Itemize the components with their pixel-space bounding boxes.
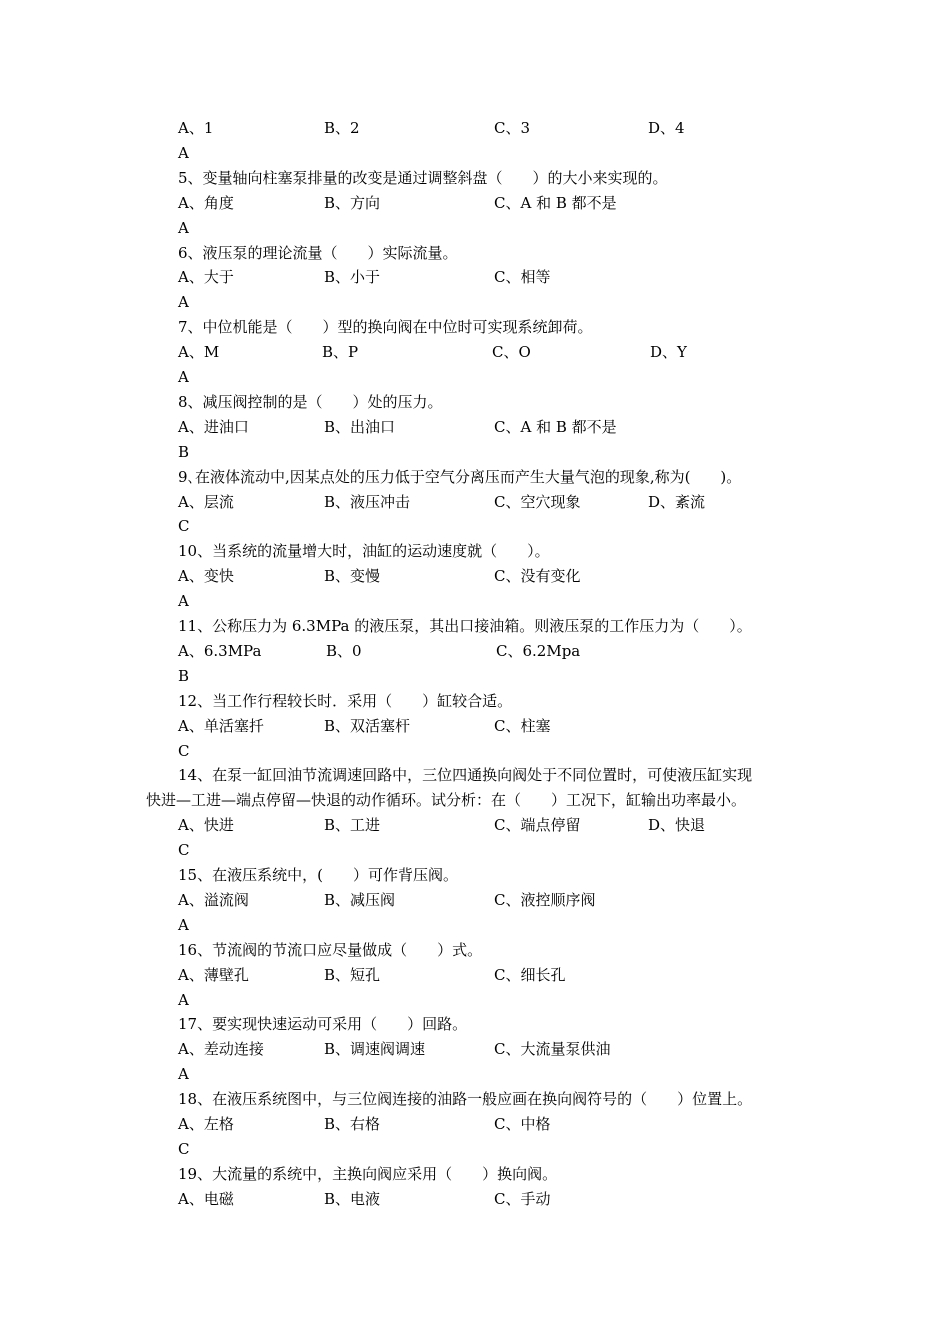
question-text: 6、液压泵的理论流量（ ）实际流量。 xyxy=(178,243,458,262)
options-line xyxy=(0,1037,950,1062)
question-line xyxy=(0,315,950,340)
question-text: 9､在液体流动中,因某点处的压力低于空气分离压而产生大量气泡的现象,称为( )。 xyxy=(178,467,742,486)
option-text: C、A 和 B 都不是 xyxy=(494,417,617,436)
question-continuation-text: 快进—工进—端点停留—快退的动作循环。试分析：在（ ）工况下，缸输出功率最小。 xyxy=(146,791,747,810)
answer-text: C xyxy=(178,741,190,760)
question-text: 17、要实现快速运动可采用（ ）回路。 xyxy=(178,1015,468,1034)
option-text: A、变快 xyxy=(178,567,234,586)
answer-text: A xyxy=(178,368,189,386)
question-text: 5、变量轴向柱塞泵排量的改变是通过调整斜盘（ ）的大小来实现的。 xyxy=(178,168,668,187)
option-text: B、调速阀调速 xyxy=(324,1040,426,1059)
answer-text: A xyxy=(178,1065,189,1084)
option-text: B、右格 xyxy=(324,1115,381,1133)
option-text: A、大于 xyxy=(178,268,234,287)
answer-text: A xyxy=(178,293,189,312)
option-text: A、电磁 xyxy=(178,1189,234,1208)
answer-text: A xyxy=(178,218,189,237)
option-text: B、短孔 xyxy=(324,965,381,984)
answer-line xyxy=(0,838,950,863)
option-text: A、进油口 xyxy=(178,417,249,436)
answer-line xyxy=(0,913,950,938)
answer-text: C xyxy=(178,1139,190,1158)
option-text: A、左格 xyxy=(178,1115,234,1133)
option-text: B、P xyxy=(322,343,359,362)
options-line xyxy=(0,116,950,141)
question-line xyxy=(0,465,950,490)
option-text: A、1 xyxy=(178,119,214,137)
question-line xyxy=(0,390,950,415)
question-text: 16、节流阀的节流口应尽量做成（ ）式。 xyxy=(178,940,483,959)
option-text: A、6.3MPa xyxy=(178,641,262,660)
answer-line xyxy=(0,739,950,764)
option-text: B、双活塞杆 xyxy=(324,716,411,735)
options-line xyxy=(0,191,950,216)
question-text: 8、减压阀控制的是（ ）处的压力。 xyxy=(178,392,443,411)
answer-text: B xyxy=(178,442,190,461)
option-text: B、小于 xyxy=(324,268,381,287)
question-line xyxy=(0,1087,950,1112)
question-text: 11、公称压力为 6.3MPa 的液压泵，其出口接油箱。则液压泵的工作压力为（ ）。 xyxy=(178,617,752,635)
option-text: C、6.2Mpa xyxy=(496,641,581,660)
answer-text: C xyxy=(178,841,190,860)
answer-line xyxy=(0,589,950,614)
question-line xyxy=(0,763,950,788)
options-line xyxy=(0,265,950,290)
answer-text: A xyxy=(178,143,189,162)
question-text: 19、大流量的系统中，主换向阀应采用（ ）换向阀。 xyxy=(178,1164,558,1183)
options-line xyxy=(0,415,950,440)
option-text: B、电液 xyxy=(324,1189,381,1208)
option-text: C、相等 xyxy=(494,268,551,287)
option-text: D、紊流 xyxy=(648,492,706,511)
question-line xyxy=(0,166,950,191)
option-text: D、快退 xyxy=(648,816,706,835)
answer-line xyxy=(0,1062,950,1087)
question-line xyxy=(0,689,950,714)
option-text: D、4 xyxy=(648,119,685,137)
options-line xyxy=(0,564,950,589)
question-line xyxy=(0,614,950,639)
option-text: A、M xyxy=(178,343,220,362)
options-line xyxy=(0,813,950,838)
option-text: A、溢流阀 xyxy=(178,890,249,909)
continuation-line xyxy=(0,788,950,813)
options-line xyxy=(0,888,950,913)
answer-line xyxy=(0,664,950,689)
answer-line xyxy=(0,365,950,390)
question-text: 10、当系统的流量增大时，油缸的运动速度就（ ）。 xyxy=(178,542,550,561)
question-text: 14、在泵一缸回油节流调速回路中，三位四通换向阀处于不同位置时，可使液压缸实现 xyxy=(178,766,753,785)
options-line xyxy=(0,340,950,365)
options-line xyxy=(0,490,950,515)
option-text: C、细长孔 xyxy=(494,965,566,984)
answer-line xyxy=(0,216,950,241)
option-text: C、没有变化 xyxy=(494,567,581,586)
option-text: A、单活塞扦 xyxy=(178,716,264,735)
option-text: B、出油口 xyxy=(324,417,396,436)
option-text: C、A 和 B 都不是 xyxy=(494,193,617,212)
question-line xyxy=(0,1162,950,1187)
question-text: 18、在液压系统图中，与三位阀连接的油路一般应画在换向阀符号的（ ）位置上。 xyxy=(178,1090,753,1109)
option-text: A、角度 xyxy=(178,193,234,212)
option-text: A、差动连接 xyxy=(178,1040,264,1059)
option-text: C、手动 xyxy=(494,1189,551,1208)
answer-text: A xyxy=(178,990,189,1009)
option-text: D、Y xyxy=(650,343,687,362)
answer-line xyxy=(0,514,950,539)
options-line xyxy=(0,963,950,988)
option-text: B、方向 xyxy=(324,193,381,212)
option-text: B、减压阀 xyxy=(324,890,396,909)
option-text: B、变慢 xyxy=(324,567,381,586)
option-text: C、液控顺序阀 xyxy=(494,890,596,909)
option-text: B、工进 xyxy=(324,816,381,835)
option-text: A、快进 xyxy=(178,816,234,835)
option-text: C、O xyxy=(492,343,531,362)
option-text: C、柱塞 xyxy=(494,716,551,735)
option-text: A、薄壁孔 xyxy=(178,965,249,984)
answer-text: A xyxy=(178,592,189,611)
answer-line xyxy=(0,290,950,315)
question-line xyxy=(0,1012,950,1037)
answer-text: C xyxy=(178,517,190,536)
answer-text: A xyxy=(178,915,189,934)
question-text: 12、当工作行程较长时．采用（ ）缸较合适。 xyxy=(178,691,513,710)
options-line xyxy=(0,714,950,739)
option-text: A、层流 xyxy=(178,492,234,511)
options-line xyxy=(0,639,950,664)
options-line xyxy=(0,1187,950,1212)
option-text: C、端点停留 xyxy=(494,816,581,835)
option-text: B、0 xyxy=(326,641,362,660)
question-line xyxy=(0,539,950,564)
question-text: 7、中位机能是（ ）型的换向阀在中位时可实现系统卸荷。 xyxy=(178,318,593,337)
option-text: B、液压冲击 xyxy=(324,492,411,511)
question-line xyxy=(0,241,950,266)
option-text: C、大流量泵供油 xyxy=(494,1040,611,1059)
answer-text: B xyxy=(178,666,190,685)
option-text: C、中格 xyxy=(494,1115,551,1133)
option-text: C、3 xyxy=(494,119,531,137)
question-line xyxy=(0,938,950,963)
answer-line xyxy=(0,1137,950,1162)
answer-line xyxy=(0,440,950,465)
option-text: C、空穴现象 xyxy=(494,492,581,511)
question-line xyxy=(0,863,950,888)
answer-line xyxy=(0,141,950,166)
question-text: 15、在液压系统中，( ）可作背压阀。 xyxy=(178,866,458,884)
option-text: B、2 xyxy=(324,119,360,137)
answer-line xyxy=(0,988,950,1013)
options-line xyxy=(0,1112,950,1137)
